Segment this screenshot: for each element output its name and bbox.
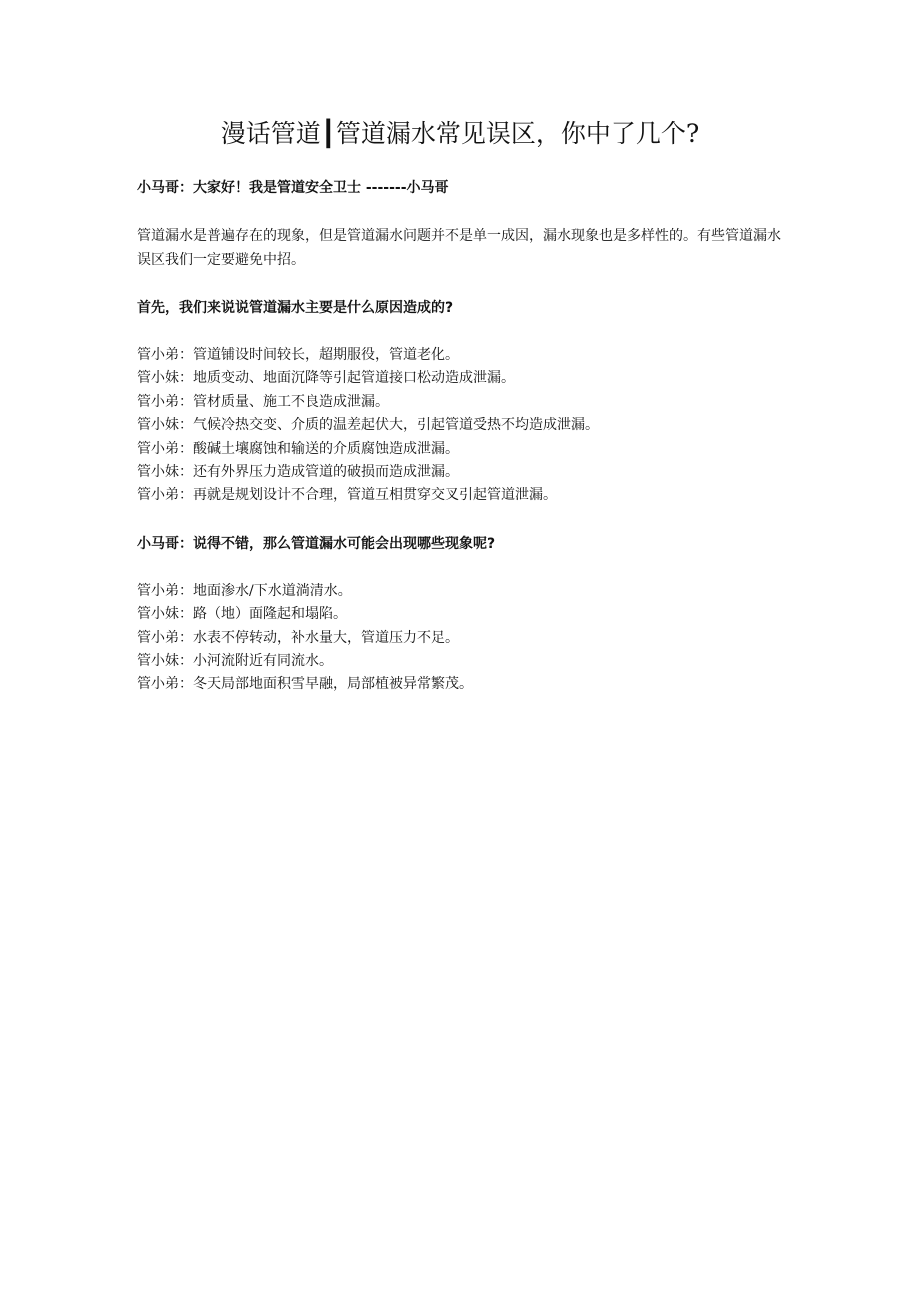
document-title: 漫话管道┃管道漏水常见误区，你中了几个? <box>220 119 700 148</box>
section2-heading: 小马哥：说得不错，那么管道漏水可能会出现哪些现象呢? <box>137 535 496 552</box>
section1-line: 管小弟：再就是规划设计不合理，管道互相贯穿交叉引起管道泄漏。 <box>137 487 557 504</box>
section2-list <box>137 580 783 697</box>
section2-line: 管小弟：地面渗水/下水道淌清水。 <box>137 582 352 599</box>
section1-line: 管小妹：气候冷热交变、介质的温差起伏大，引起管道受热不均造成泄漏。 <box>137 417 599 434</box>
section1-heading: 首先，我们来说说管道漏水主要是什么原因造成的? <box>137 300 454 316</box>
section2-line: 管小妹：路（地）面隆起和塌陷。 <box>137 606 347 623</box>
section1-line: 管小妹：地质变动、地面沉降等引起管道接口松动造成泄漏。 <box>137 370 515 387</box>
section2-line: 管小弟：水表不停转动，补水量大，管道压力不足。 <box>137 629 459 646</box>
section1-line: 管小弟：管材质量、施工不良造成泄漏。 <box>137 393 389 410</box>
section2-line: 管小弟：冬天局部地面积雪早融，局部植被异常繁茂。 <box>137 676 473 693</box>
section2-line: 管小妹：小河流附近有同流水。 <box>137 653 333 670</box>
section1-line: 管小弟：酸碱土壤腐蚀和输送的介质腐蚀造成泄漏。 <box>137 440 459 457</box>
intro-heading: 小马哥：大家好！我是管道安全卫士 -------小马哥 <box>137 180 449 196</box>
section1-line: 管小妹：还有外界压力造成管道的破损而造成泄漏。 <box>137 464 459 481</box>
section1-list <box>137 344 783 508</box>
intro-paragraph: 管道漏水是普遍存在的现象，但是管道漏水问题并不是单一成因，漏水现象也是多样性的。有些管道漏水误区我们一定要避免中招。 <box>137 228 781 268</box>
section1-line: 管小弟：管道铺设时间较长，超期服役，管道老化。 <box>137 347 459 363</box>
document-body <box>137 176 783 697</box>
